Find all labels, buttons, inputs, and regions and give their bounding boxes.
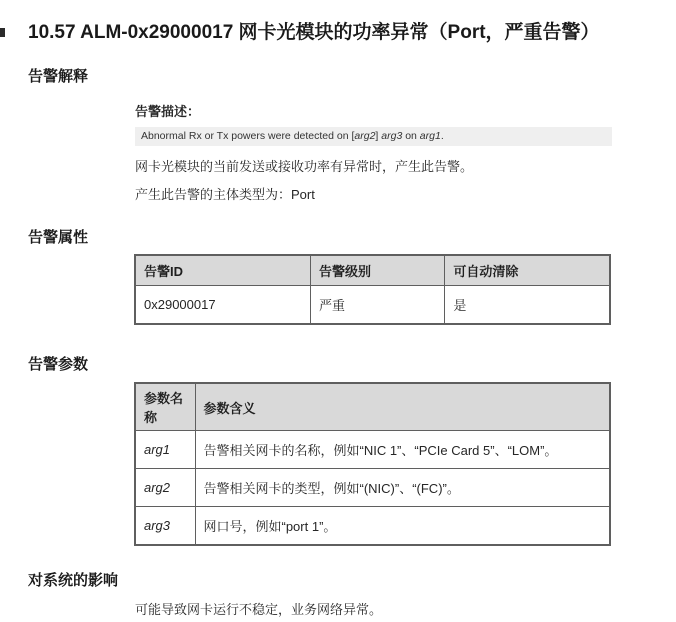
document-page — [0, 19, 676, 622]
alarm-subject-type-paragraph: 产生此告警的主体类型为：Port — [135, 187, 315, 202]
header-cell-alarm-severity: 告警级别 — [310, 255, 444, 286]
cell-alarm-id: 0x29000017 — [135, 286, 310, 325]
alarm-parameters-table — [134, 382, 611, 546]
alarm-description-code-bar: Abnormal Rx or Tx powers were detected on [arg2] arg3 on arg1. — [135, 127, 612, 146]
cell-param-name-arg1: arg1 — [135, 431, 195, 469]
section-heading-alarm-parameters: 告警参数 — [28, 356, 89, 373]
cell-param-meaning-arg2: 告警相关网卡的类型，例如“(NIC)”、“(FC)”。 — [195, 469, 610, 507]
cell-auto-clear: 是 — [445, 286, 610, 325]
alarm-explanation-paragraph: 网卡光模块的当前发送或接收功率有异常时，产生此告警。 — [135, 159, 474, 174]
cell-param-meaning-arg1: 告警相关网卡的名称，例如“NIC 1”、“PCIe Card 5”、“LOM”。 — [195, 431, 610, 469]
table-row — [135, 286, 610, 325]
header-cell-param-name: 参数名称 — [135, 383, 195, 431]
table-row — [135, 431, 610, 469]
alarm-attributes-table — [134, 254, 611, 325]
section-heading-alarm-explanation: 告警解释 — [28, 68, 89, 85]
section-heading-system-impact: 对系统的影响 — [28, 572, 119, 589]
section-heading-alarm-attributes: 告警属性 — [28, 229, 89, 246]
clipped-edge-artifact — [0, 28, 5, 37]
table-header-row — [135, 255, 610, 286]
alarm-description-label: 告警描述： — [135, 104, 201, 119]
table-header-row — [135, 383, 610, 431]
header-cell-alarm-id: 告警ID — [135, 255, 310, 286]
table-row — [135, 507, 610, 546]
cell-param-name-arg3: arg3 — [135, 507, 195, 546]
cell-alarm-severity: 严重 — [310, 286, 444, 325]
system-impact-paragraph: 可能导致网卡运行不稳定，业务网络异常。 — [135, 602, 383, 617]
header-cell-param-meaning: 参数含义 — [195, 383, 610, 431]
cell-param-name-arg2: arg2 — [135, 469, 195, 507]
cell-param-meaning-arg3: 网口号，例如“port 1”。 — [195, 507, 610, 546]
page-title: 10.57 ALM-0x29000017 网卡光模块的功率异常（Port，严重告警） — [28, 22, 600, 43]
header-cell-auto-clear: 可自动清除 — [445, 255, 610, 286]
table-row — [135, 469, 610, 507]
